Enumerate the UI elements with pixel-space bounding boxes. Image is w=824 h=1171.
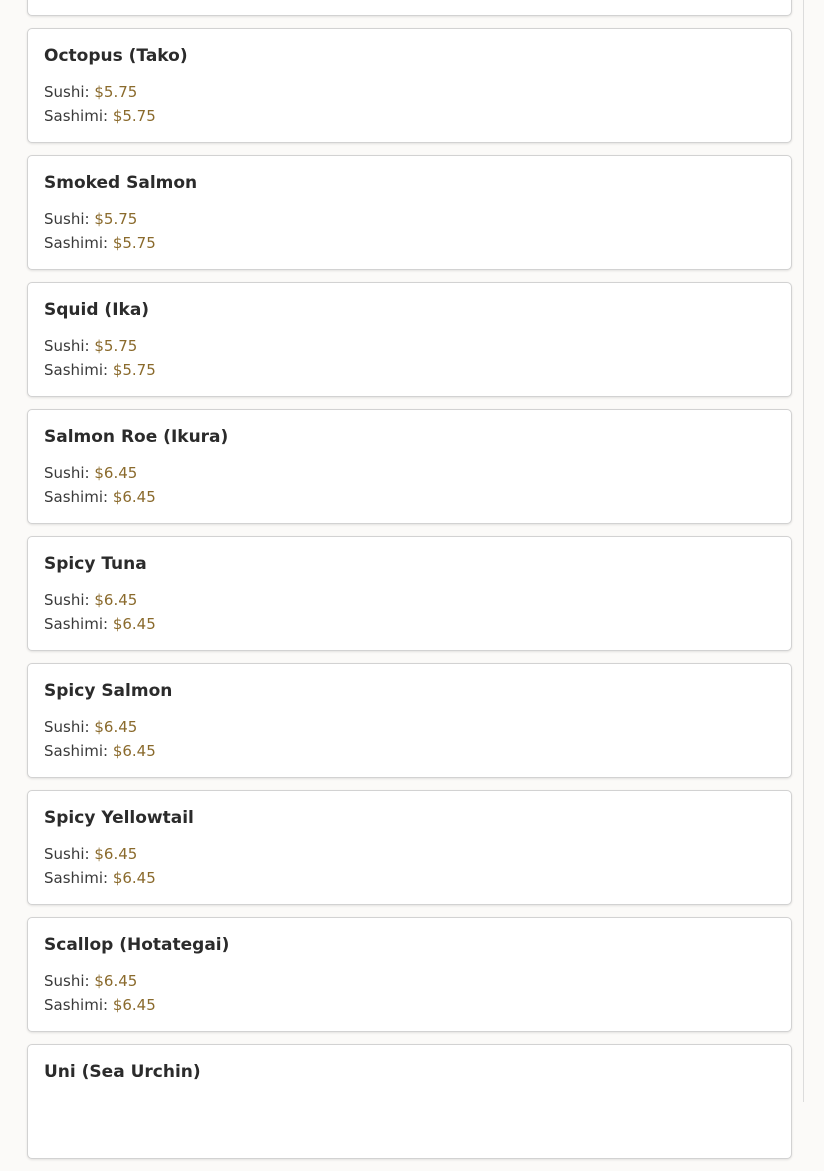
scroll-boundary-line [803,0,804,1102]
sashimi-price-line [44,612,775,636]
sashimi-price-line [44,0,775,1]
menu-item-card [27,790,792,905]
sushi-price-line [44,969,775,993]
menu-item-name: Octopus (Tako) [44,46,188,66]
sushi-price: $6.45 [94,972,138,990]
menu-item-card [27,28,792,143]
menu-item-name: Scallop (Hotategai) [44,935,230,955]
sashimi-label: Sashimi: [44,615,109,633]
sushi-label: Sushi: [44,718,90,736]
sushi-price: $5.75 [94,210,138,228]
sashimi-label: Sashimi: [44,996,109,1014]
sushi-label: Sushi: [44,591,90,609]
sashimi-price: $6.45 [112,488,156,506]
sashimi-price: $5.75 [112,234,156,252]
sashimi-price-line [44,993,775,1017]
sashimi-price: $6.45 [112,615,156,633]
sushi-price: $5.75 [94,337,138,355]
sushi-label: Sushi: [44,464,90,482]
menu-item-card [27,0,792,16]
sashimi-label: Sashimi: [44,361,109,379]
menu-item-card [27,409,792,524]
sushi-price: $6.45 [94,718,138,736]
menu-item-name: Spicy Salmon [44,681,173,701]
sushi-price-line [44,461,775,485]
sashimi-price-line [44,104,775,128]
sushi-price-line [44,207,775,231]
sushi-label: Sushi: [44,83,90,101]
sushi-price-line [44,715,775,739]
sushi-price-line [44,842,775,866]
menu-item-name: Squid (Ika) [44,300,150,320]
sushi-menu-list [27,0,792,1171]
menu-item-card [27,282,792,397]
menu-item-card [27,663,792,778]
sashimi-price: $6.45 [112,996,156,1014]
sashimi-price: $6.45 [112,869,156,887]
sushi-price-line [44,80,775,104]
sushi-label: Sushi: [44,210,90,228]
menu-item-name: Uni (Sea Urchin) [44,1062,201,1082]
sashimi-price: $6.45 [112,742,156,760]
sashimi-price-line [44,739,775,763]
sushi-price: $6.45 [94,845,138,863]
sushi-price-line [44,588,775,612]
sashimi-label: Sashimi: [44,488,109,506]
menu-item-card [27,917,792,1032]
sashimi-price: $5.75 [112,107,156,125]
sushi-price: $6.45 [94,464,138,482]
sashimi-label: Sashimi: [44,742,109,760]
sashimi-label: Sashimi: [44,107,109,125]
sushi-price: $5.75 [94,83,138,101]
sushi-price: $6.45 [94,591,138,609]
sashimi-price-line [44,485,775,509]
menu-item-card [27,155,792,270]
menu-item-name: Smoked Salmon [44,173,198,193]
menu-item-name: Spicy Yellowtail [44,808,194,828]
sushi-label: Sushi: [44,337,90,355]
sashimi-price: $5.75 [112,361,156,379]
sushi-price-line [44,334,775,358]
sushi-label: Sushi: [44,845,90,863]
menu-item-name: Spicy Tuna [44,554,147,574]
sashimi-price-line [44,231,775,255]
menu-item-card [27,536,792,651]
sashimi-label: Sashimi: [44,234,109,252]
menu-item-name: Salmon Roe (Ikura) [44,427,229,447]
sushi-label: Sushi: [44,972,90,990]
sashimi-price-line [44,866,775,890]
sashimi-price-line [44,358,775,382]
sashimi-label: Sashimi: [44,869,109,887]
